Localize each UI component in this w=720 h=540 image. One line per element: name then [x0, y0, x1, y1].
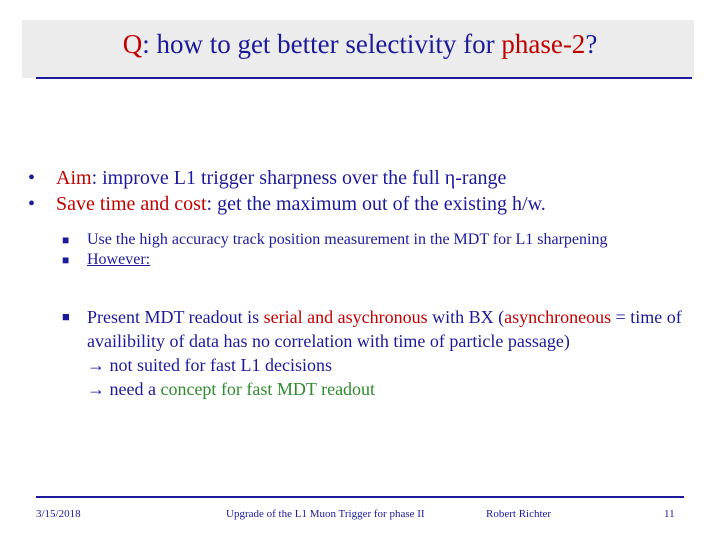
sub-item: [62, 250, 702, 270]
title-text: : how to get better selectivity for: [142, 29, 502, 59]
footer-title: Upgrade of the L1 Muon Trigger for phase II: [226, 508, 425, 520]
text-serial: serial and asychronous: [263, 307, 428, 327]
sub-bullet-list: [62, 230, 702, 270]
arrow-line-1: → not suited for fast L1 decisions: [87, 355, 332, 375]
bullet-lead: Aim: [56, 167, 92, 189]
square-bullet-icon: ■: [62, 233, 70, 247]
bullet-aim: [28, 165, 708, 191]
bullet-text: [56, 165, 506, 191]
square-bullet-icon: ■: [62, 253, 70, 267]
text-async: asynchroneous: [504, 307, 612, 327]
bullet-body: : get the maximum out of the existing h/w.: [206, 193, 546, 215]
square-bullet-icon: ■: [62, 309, 70, 324]
footer-divider: [36, 496, 684, 498]
bullet-body: : improve L1 trigger sharpness over the full η-range: [91, 167, 507, 189]
arrow-line-2: [87, 379, 375, 399]
bullet-save: [28, 191, 708, 217]
sub-bullet-readout: [62, 305, 702, 401]
bullet-lead: Save time and cost: [56, 193, 207, 215]
title-divider: [36, 77, 692, 79]
text-part: → need a: [87, 379, 161, 399]
sub-item-text: [87, 305, 702, 401]
footer-page-number: 11: [664, 508, 675, 520]
footer-author: Robert Richter: [486, 508, 552, 520]
sub-item: [62, 305, 702, 401]
footer-date: 3/15/2018: [36, 508, 81, 520]
title-end: ?: [585, 29, 598, 59]
sub-item: [62, 230, 702, 250]
bullet-dot-icon: •: [28, 167, 36, 189]
text-part: with BX (: [427, 307, 505, 327]
bullet-text: [56, 191, 546, 217]
sub-item-text: However:: [87, 251, 151, 268]
title-q: Q: [122, 29, 143, 59]
text-part: Present MDT readout is: [87, 307, 264, 327]
text-part: = time of availibility of data has no correlation with time of particle passage): [87, 307, 682, 351]
bullet-dot-icon: •: [28, 193, 36, 215]
title-phase: phase-2: [501, 29, 586, 59]
sub-item-text: Use the high accuracy track position measurement in the MDT for L1 sharpening: [87, 231, 608, 248]
text-concept: concept for fast MDT readout: [160, 379, 376, 399]
main-bullet-list: [28, 165, 708, 217]
slide-title: [0, 26, 720, 62]
